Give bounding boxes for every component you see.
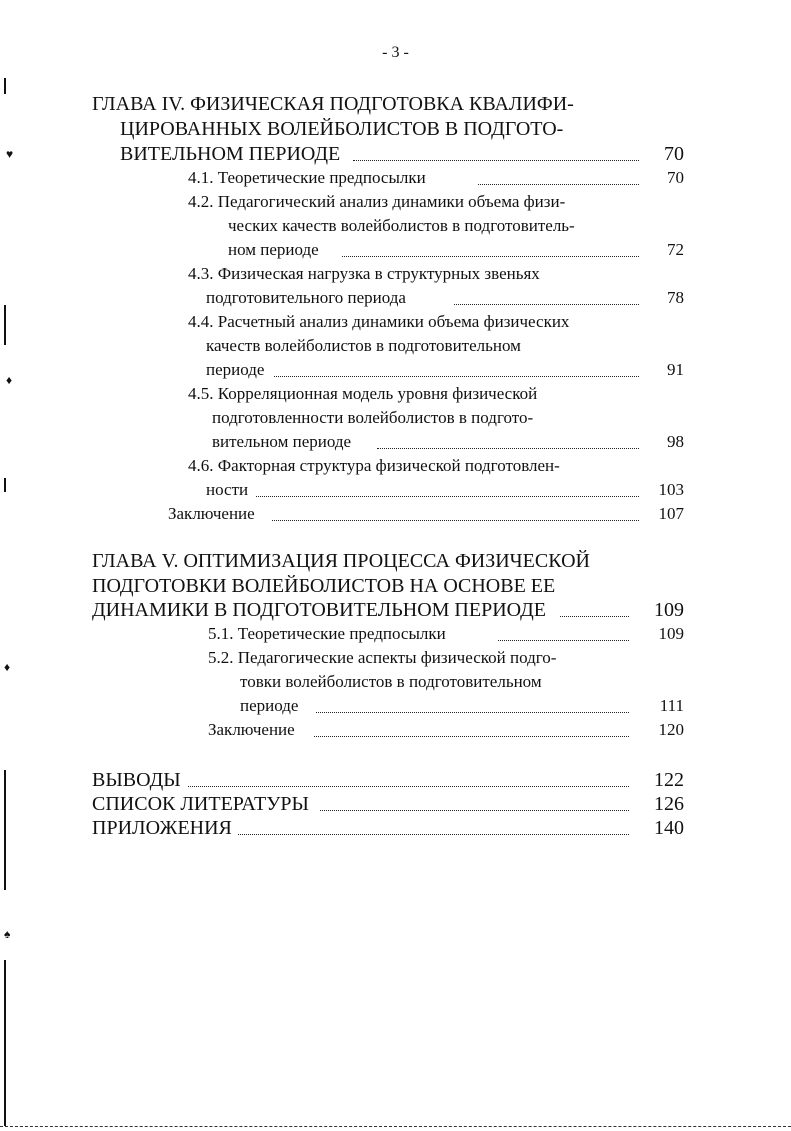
bottom-edge-artifact bbox=[0, 1126, 791, 1128]
margin-mark-4: ♠ bbox=[4, 927, 11, 941]
chapter5-title-line1: ГЛАВА V. ОПТИМИЗАЦИЯ ПРОЦЕССА ФИЗИЧЕСКОЙ bbox=[92, 550, 590, 572]
margin-mark-2: ♦ bbox=[6, 373, 13, 387]
margin-edge-5 bbox=[4, 960, 6, 1126]
toc-entry-references: СПИСОК ЛИТЕРАТУРЫ 126 bbox=[92, 793, 684, 815]
toc-entry-4-2-line1: 4.2. Педагогический анализ динамики объема физи- bbox=[188, 192, 566, 211]
chapter4-title-entry bbox=[120, 142, 684, 166]
margin-mark-1: ♥ bbox=[6, 147, 14, 161]
toc-entry-5-2: периоде 111 bbox=[240, 696, 684, 715]
chapter5-title-line2: ПОДГОТОВКИ ВОЛЕЙБОЛИСТОВ НА ОСНОВЕ ЕЕ bbox=[92, 575, 556, 597]
toc-entry-4-5: вительном периоде 98 bbox=[212, 432, 684, 451]
chapter4-title-line1: ГЛАВА IV. ФИЗИЧЕСКАЯ ПОДГОТОВКА КВАЛИФИ- bbox=[92, 93, 574, 115]
toc-entry-4-5-line1: 4.5. Корреляционная модель уровня физической bbox=[188, 384, 538, 403]
chapter4-title-line3: ВИТЕЛЬНОМ ПЕРИОДЕ bbox=[120, 143, 341, 165]
toc-entry-4-3-line1: 4.3. Физическая нагрузка в структурных звеньях bbox=[188, 264, 540, 283]
toc-entry-5-2-line1: 5.2. Педагогические аспекты физической подго- bbox=[208, 648, 557, 667]
toc-entry-conclusions: ВЫВОДЫ 122 bbox=[92, 769, 684, 791]
toc-entry-4-4: периоде 91 bbox=[206, 360, 684, 379]
toc-entry-5-1: 5.1. Теоретические предпосылки 109 bbox=[208, 624, 684, 643]
toc-entry-4-2-line2: ческих качеств волейболистов в подготовитель- bbox=[228, 216, 575, 235]
margin-edge-3 bbox=[4, 478, 6, 492]
chapter5-page: 109 bbox=[654, 599, 684, 621]
toc-entry-conclusion-5: Заключение 120 bbox=[208, 720, 684, 739]
toc-entry-4-3: подготовительного периода 78 bbox=[206, 288, 684, 307]
margin-edge-1 bbox=[4, 78, 6, 94]
chapter5-title-entry bbox=[92, 598, 684, 622]
margin-edge-4 bbox=[4, 770, 6, 890]
page-number: - 3 - bbox=[382, 44, 409, 61]
chapter4-title-line2: ЦИРОВАННЫХ ВОЛЕЙБОЛИСТОВ В ПОДГОТО- bbox=[120, 118, 564, 140]
toc-entry-conclusion-4: Заключение 107 bbox=[168, 504, 684, 523]
toc-entry-4-2: ном периоде 72 bbox=[228, 240, 684, 259]
chapter5-title-line3: ДИНАМИКИ В ПОДГОТОВИТЕЛЬНОМ ПЕРИОДЕ bbox=[92, 599, 546, 621]
toc-entry-4-4-line2: качеств волейболистов в подготовительном bbox=[206, 336, 521, 355]
toc-entry-4-5-line2: подготовленности волейболистов в подгото- bbox=[212, 408, 534, 427]
toc-entry-4-6: ности 103 bbox=[206, 480, 684, 499]
toc-entry-4-6-line1: 4.6. Факторная структура физической подготовлен- bbox=[188, 456, 560, 475]
toc-entry-4-4-line1: 4.4. Расчетный анализ динамики объема физических bbox=[188, 312, 570, 331]
margin-mark-3: ♦ bbox=[4, 660, 11, 674]
margin-edge-2 bbox=[4, 305, 6, 345]
toc-entry-appendices: ПРИЛОЖЕНИЯ 140 bbox=[92, 817, 684, 839]
toc-entry-4-1: 4.1. Теоретические предпосылки 70 bbox=[188, 168, 684, 187]
toc-entry-5-2-line2: товки волейболистов в подготовительном bbox=[240, 672, 542, 691]
chapter4-page: 70 bbox=[664, 143, 684, 165]
